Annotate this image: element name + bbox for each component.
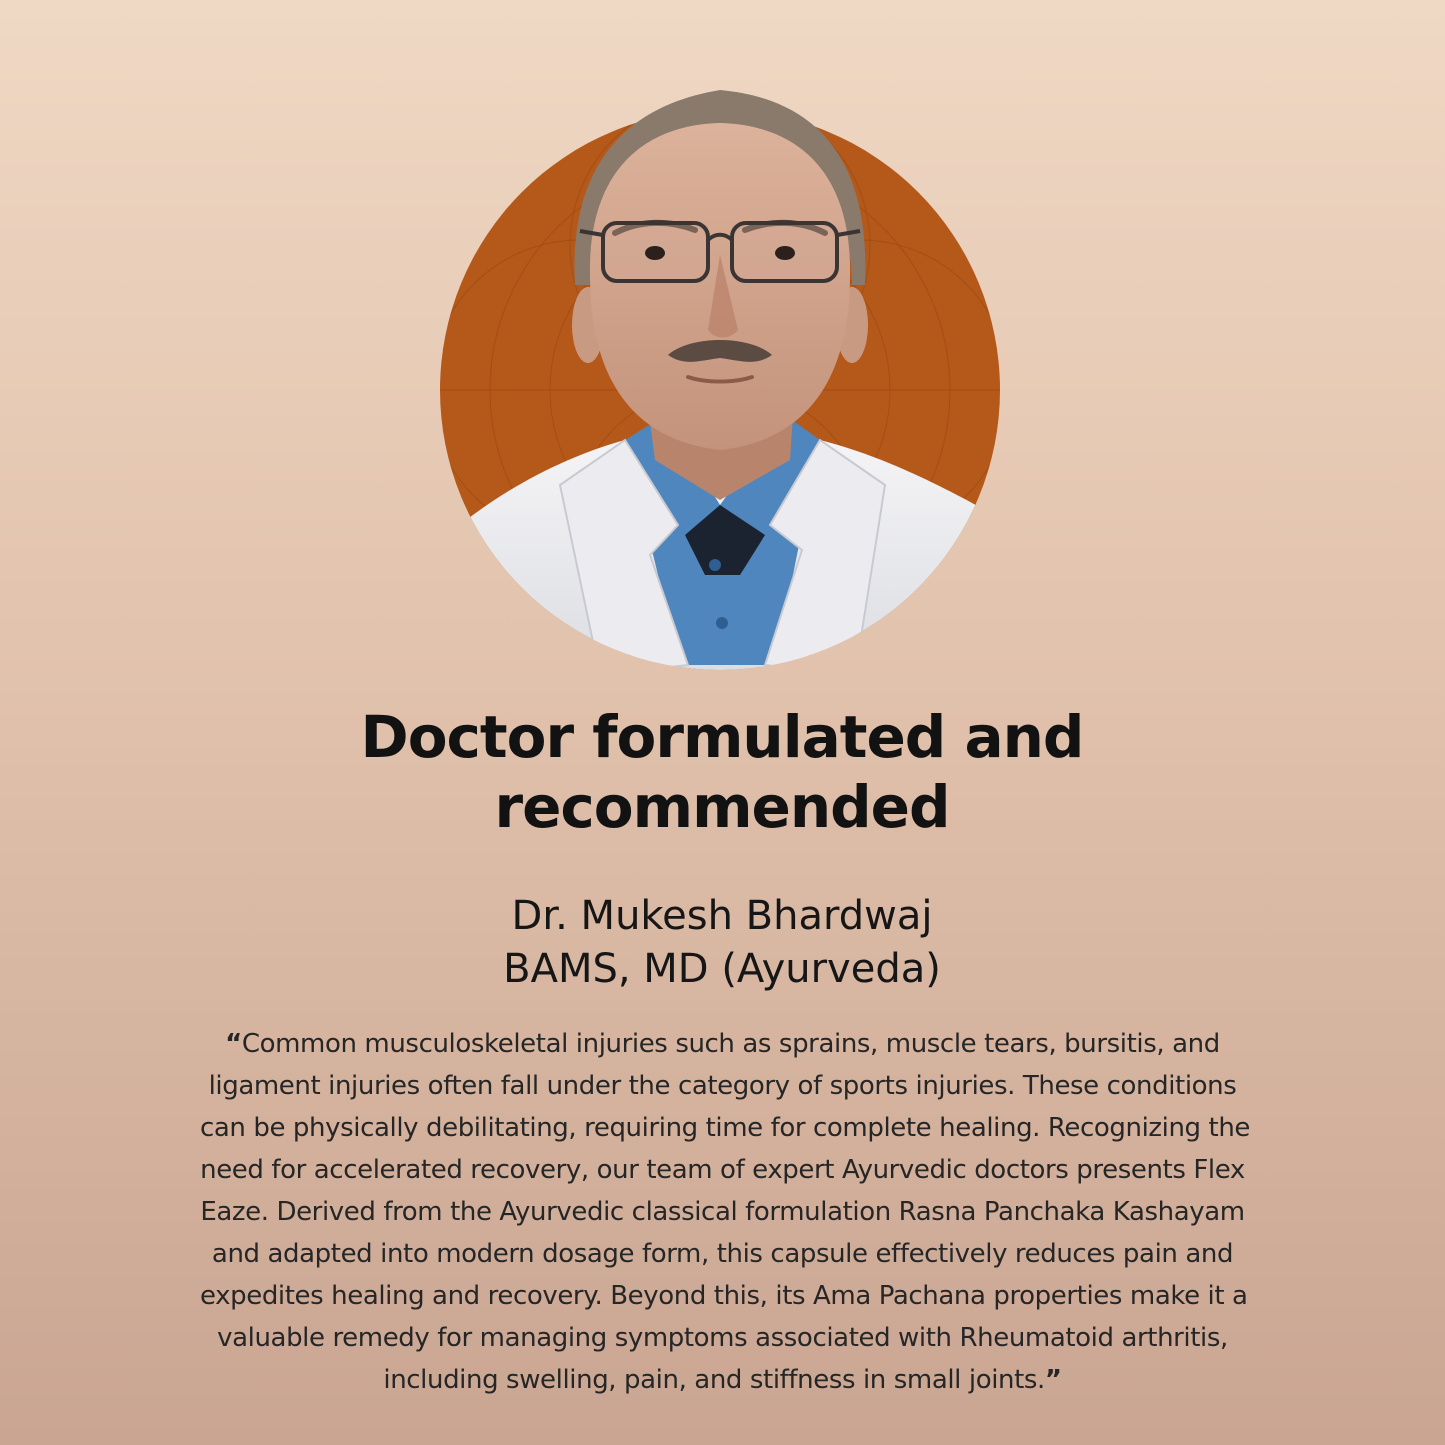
- quote-line-7: expedites healing and recovery. Beyond this, its Ama Pachana properties make it a: [200, 1281, 1248, 1311]
- page-title: [222, 702, 1222, 842]
- quote-open-mark: “: [225, 1029, 242, 1059]
- quote-line-3: can be physically debilitating, requiring time for complete healing. Recognizing the: [200, 1113, 1250, 1143]
- quote-line-9: [200, 1359, 1245, 1401]
- doctor-name: Dr. Mukesh Bhardwaj: [511, 893, 933, 939]
- doctor-credentials: BAMS, MD (Ayurveda): [503, 946, 941, 992]
- doctor-portrait-icon: [440, 55, 1005, 675]
- quote-line-4: need for accelerated recovery, our team of expert Ayurvedic doctors presents Flex: [200, 1155, 1245, 1185]
- quote-line-5: Eaze. Derived from the Ayurvedic classical formulation Rasna Panchaka Kashayam: [200, 1197, 1245, 1227]
- headline-line-2: recommended: [494, 773, 950, 841]
- doctor-portrait: [440, 55, 1005, 675]
- quote-line-1: [200, 1023, 1245, 1065]
- headline-line-1: Doctor formulated and: [360, 703, 1084, 771]
- quote-line-8: valuable remedy for managing symptoms associated with Rheumatoid arthritis,: [217, 1323, 1228, 1353]
- quote-line-9-text: including swelling, pain, and stiffness in small joints.: [383, 1365, 1045, 1395]
- doctor-quote: [200, 1023, 1250, 1401]
- quote-line-2: ligament injuries often fall under the category of sports injuries. These conditions: [208, 1071, 1237, 1101]
- doctor-info: [322, 890, 1122, 996]
- quote-line-1-text: Common musculoskeletal injuries such as sprains, muscle tears, bursitis, and: [241, 1029, 1220, 1059]
- quote-close-mark: ”: [1044, 1365, 1062, 1395]
- quote-line-6: and adapted into modern dosage form, this capsule effectively reduces pain and: [211, 1239, 1234, 1269]
